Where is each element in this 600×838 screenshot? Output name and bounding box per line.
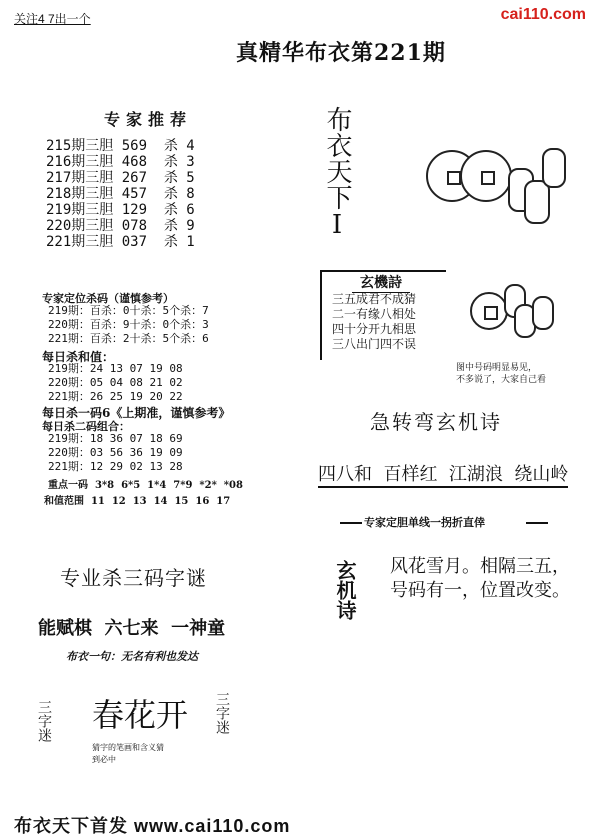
riddle-title: 急转弯玄机诗 [370,410,502,434]
daily-one-list [48,432,183,474]
xuanji-line: 三五成君不成猜 [332,292,417,306]
poem-line-2: 号码有一，位置改变。 [390,580,570,601]
position-kill-heading: 专家定位杀码（谨慎参考） [42,292,174,305]
right-vertical-title: 布衣天下I [322,106,352,240]
expert-row: 215期三胆 569 杀 4 [46,138,195,154]
position-kill-row: 220期：百杀：9十杀：0个杀：3 [48,318,209,331]
kill-three-line: 能赋棋 六七来 一神童 [38,618,226,639]
xuanji-lines [332,292,416,352]
expert-row: 220期三胆 078 杀 9 [46,218,195,234]
divider-text: 专家定胆单线一拐折直倖 [364,516,485,529]
page-title: 真精华布衣第221期 [236,40,446,66]
position-kill-row: 219期：百杀：0十杀：5个杀：7 [48,304,209,317]
expert-row: 216期三胆 468 杀 3 [46,154,195,170]
divider-line-right [526,522,548,524]
daily-sum-row: 219期：24 13 07 19 08 [48,362,183,375]
xuanji-note-2: 不多说了，大家自己看 [456,375,547,385]
daily-sum-row: 220期：05 04 08 21 02 [48,376,183,389]
xuanji-vertical-title: 玄机诗 [333,560,357,620]
footer-text: 布衣天下首发 www.cai110.com [14,816,291,836]
daily-sum-row: 221期：26 25 19 20 22 [48,390,183,403]
expert-row: 221期三胆 037 杀 1 [46,234,195,250]
follow-text: 关注4 7出一个 [14,12,91,26]
key-one-line: 重点一码 3*8 6*5 1*4 7*9 *2* *08 [48,480,243,491]
daily-one-row: 219期：18 36 07 18 69 [48,432,183,445]
xuanji-line: 三八出门四不误 [332,337,417,351]
expert-heading: 专家推荐 [104,110,193,129]
riddle-small-note-1: 猜字的笔画和含义猜 [92,743,164,752]
expert-row: 219期三胆 129 杀 6 [46,202,195,218]
daily-one-subheading: 每日杀二码组合： [42,420,130,433]
position-kill-row: 221期：百杀：2十杀：5个杀：6 [48,332,209,345]
xuanji-note-1: 图中号码明显易见， [456,363,538,373]
left-vertical-riddle: 三字迷 [36,700,52,742]
right-vertical-riddle: 三字迷 [214,692,230,734]
position-kill-list [48,304,209,346]
center-big-riddle: 春花开 [92,696,189,734]
coin-chain-icon [424,140,564,222]
daily-one-row: 221期：12 29 02 13 28 [48,460,183,473]
expert-row: 217期三胆 267 杀 5 [46,170,195,186]
site-logo-text[interactable]: cai110.com [500,6,586,23]
expert-row: 218期三胆 457 杀 8 [46,186,195,202]
divider-line-left [340,522,362,524]
poem-line-1: 风花雪月。相隔三五， [390,556,570,577]
saying-line: 布衣一句：无名有利也发达 [66,650,198,663]
expert-list [46,138,195,250]
daily-sum-list [48,362,183,404]
daily-sum-heading: 每日杀和值： [42,350,115,364]
riddle-line: 四八和 百样红 江湖浪 绕山岭 [318,460,568,488]
range-line: 和值范围 11 12 13 14 15 16 17 [44,496,231,507]
xuanji-title: 玄機詩 [352,272,410,293]
daily-one-heading: 每日杀一码6《上期准，谨慎参考》 [42,406,231,420]
riddle-small-note-2: 到必中 [92,755,116,764]
daily-one-row: 220期：03 56 36 19 09 [48,446,183,459]
xuanji-line: 四十分开九相思 [332,322,417,336]
xuanji-line: 二一有缘八相处 [332,307,417,321]
kill-three-title: 专业杀三码字谜 [60,566,207,590]
coin-chain-icon [470,284,570,354]
